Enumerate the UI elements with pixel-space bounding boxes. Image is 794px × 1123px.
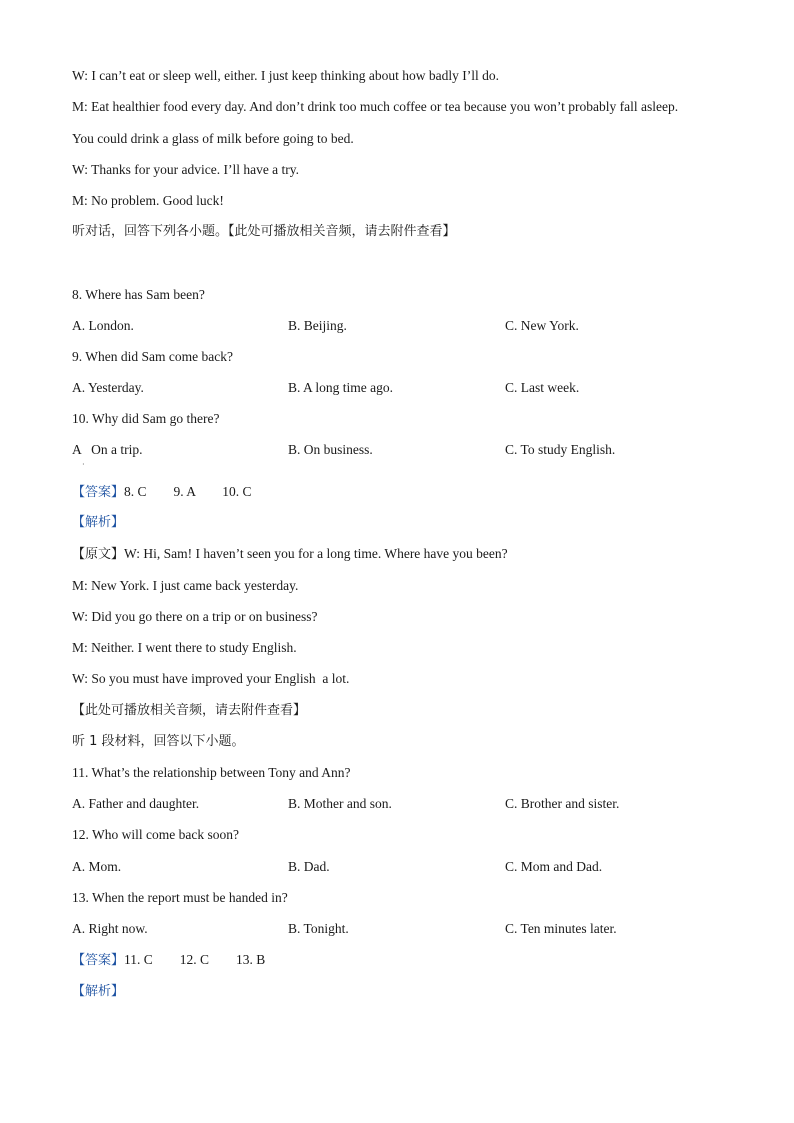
q8-option-c: C. New York. xyxy=(505,318,579,333)
audio-note: 【此处可播放相关音频，请去附件查看】 xyxy=(72,703,307,718)
q8-option-a: A. London. xyxy=(72,318,134,333)
dialogue-line-4: W: Thanks for your advice. I’ll have a try. xyxy=(72,162,300,177)
answer-label: 【答案】 xyxy=(72,485,125,500)
stray-dot: · xyxy=(82,460,85,469)
q10-option-a: A On a trip. xyxy=(72,442,143,457)
q11-option-b: B. Mother and son. xyxy=(288,796,392,811)
transcript-line-3: M: Neither. I went there to study English. xyxy=(72,640,297,655)
q12-option-a: A. Mom. xyxy=(72,859,122,874)
transcript-first-line xyxy=(72,545,508,564)
instruction-2: 听 1 段材料，回答以下小题。 xyxy=(72,734,245,749)
question-8: 8. Where has Sam been? xyxy=(72,287,205,302)
question-11: 11. What’s the relationship between Tony and Ann? xyxy=(72,765,351,780)
q10-option-c: C. To study English. xyxy=(505,442,616,457)
answer-label: 【答案】 xyxy=(72,953,125,968)
analysis-label-2: 【解析】 xyxy=(72,984,125,999)
q11-option-c: C. Brother and sister. xyxy=(505,796,620,811)
q12-option-c: C. Mom and Dad. xyxy=(505,859,603,874)
q9-option-b: B. A long time ago. xyxy=(288,380,394,395)
q12-option-b: B. Dad. xyxy=(288,859,330,874)
transcript-line-2: W: Did you go there on a trip or on business? xyxy=(72,609,318,624)
analysis-label-1: 【解析】 xyxy=(72,515,125,530)
question-10: 10. Why did Sam go there? xyxy=(72,411,220,426)
answer-items: 8. C 9. A 10. C xyxy=(124,484,252,499)
answer-items: 11. C 12. C 13. B xyxy=(124,952,266,967)
dialogue-line-5: M: No problem. Good luck! xyxy=(72,193,224,208)
question-13: 13. When the report must be handed in? xyxy=(72,890,288,905)
transcript-label: 【原文】 xyxy=(72,547,125,562)
transcript-line-1: M: New York. I just came back yesterday. xyxy=(72,578,299,593)
q13-option-a: A. Right now. xyxy=(72,921,148,936)
question-12: 12. Who will come back soon? xyxy=(72,827,239,842)
question-9: 9. When did Sam come back? xyxy=(72,349,233,364)
instruction-1: 听对话，回答下列各小题。【此处可播放相关音频，请去附件查看】 xyxy=(72,224,456,239)
dialogue-line-2: M: Eat healthier food every day. And don’t drink too much coffee or tea because you won’t probably fall asleep. xyxy=(72,99,679,114)
answer-block-1 xyxy=(72,483,252,502)
q9-option-a: A. Yesterday. xyxy=(72,380,144,395)
transcript-text: W: Hi, Sam! I haven’t seen you for a long time. Where have you been? xyxy=(124,546,508,561)
dialogue-line-3: You could drink a glass of milk before going to bed. xyxy=(72,131,354,146)
q11-option-a: A. Father and daughter. xyxy=(72,796,200,811)
transcript-line-4: W: So you must have improved your English a lot. xyxy=(72,671,350,686)
q10-option-b: B. On business. xyxy=(288,442,373,457)
answer-block-2 xyxy=(72,951,265,970)
q8-option-b: B. Beijing. xyxy=(288,318,347,333)
q13-option-c: C. Ten minutes later. xyxy=(505,921,617,936)
q13-option-b: B. Tonight. xyxy=(288,921,349,936)
q9-option-c: C. Last week. xyxy=(505,380,580,395)
dialogue-line-1: W: I can’t eat or sleep well, either. I just keep thinking about how badly I’ll do. xyxy=(72,68,500,83)
